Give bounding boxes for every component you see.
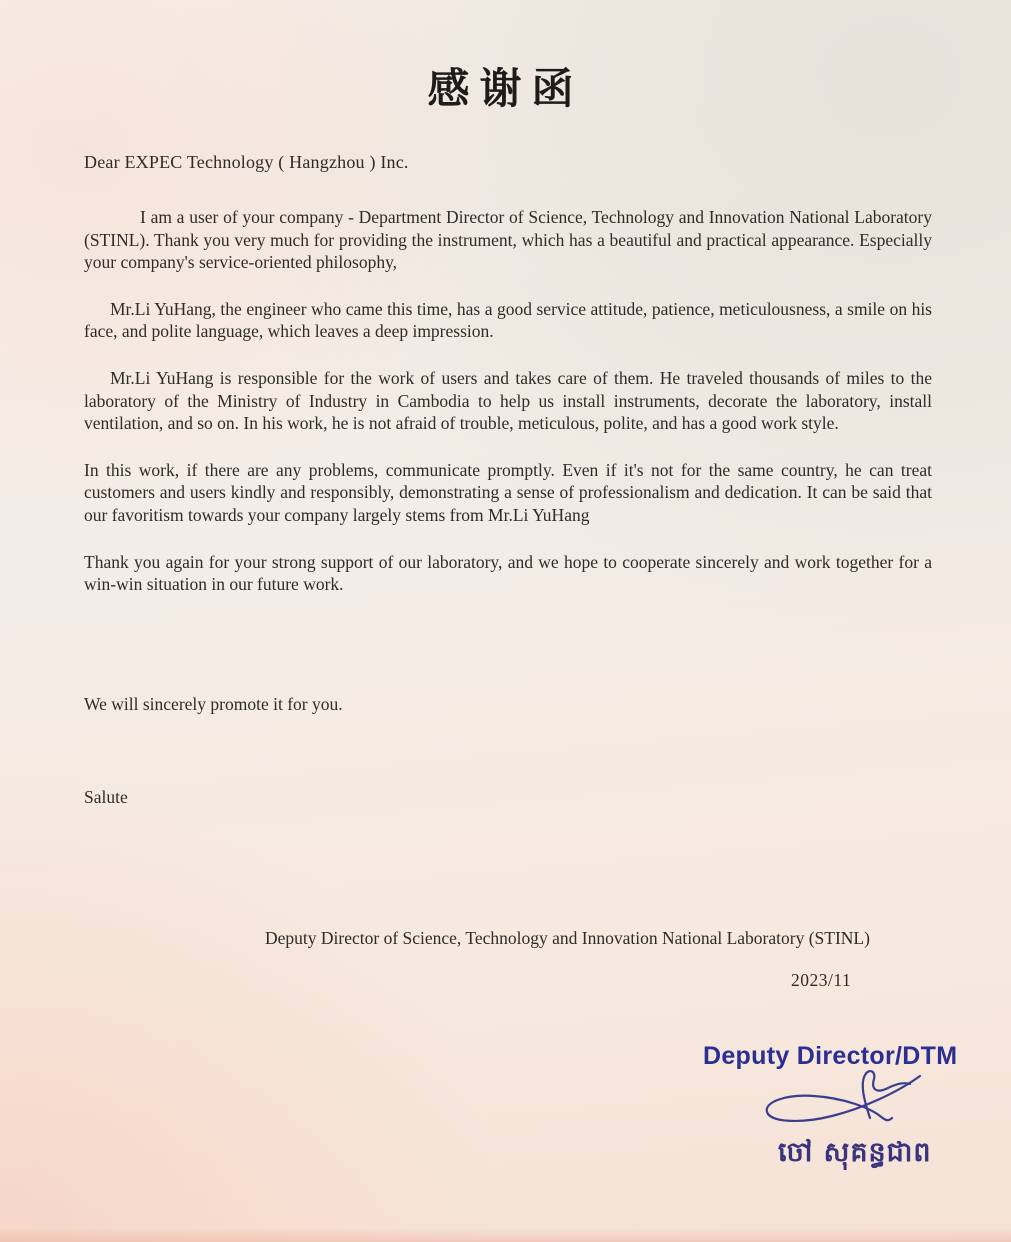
signature-org-line: Deputy Director of Science, Technology and Innovation National Laboratory (STINL) xyxy=(265,928,870,948)
handwritten-signature-icon xyxy=(752,1066,932,1136)
signer-name-khmer: ចៅ សុគន្ធជាព xyxy=(778,1137,932,1168)
paragraph-5: Thank you again for your strong support of our laboratory, and we hope to cooperate sincerely and work together for a win-win situation in our future work. xyxy=(84,551,932,595)
paragraph-2: Mr.Li YuHang, the engineer who came this time, has a good service attitude, patience, meticulousness, a smile on his face, and polite language, which leaves a deep impression. xyxy=(84,298,932,342)
paragraph-3: Mr.Li YuHang is responsible for the work of users and takes care of them. He traveled thousands of miles to the laboratory of the Ministry of Industry in Cambodia to help us install instruments, decorate the laboratory, install ventilation, and so on. In his work, he is not afraid of trouble, meticulous, polite, and has a good work style. xyxy=(84,367,932,434)
letter-body xyxy=(84,206,932,620)
paragraph-1: I am a user of your company - Department Director of Science, Technology and Innovation National Laboratory (STINL). Thank you very much for providing the instrument, which has a beautiful and practical appearance. Especially your company's service-oriented philosophy, xyxy=(84,207,932,273)
signature-date: 2023/11 xyxy=(791,970,852,990)
promotion-line: We will sincerely promote it for you. xyxy=(84,694,343,714)
letter-title: 感谢函 xyxy=(427,64,584,113)
paragraph-4: In this work, if there are any problems, communicate promptly. Even if it's not for the same country, he can treat customers and users kindly and responsibly, demonstrating a sense of professionalism and dedication. It can be said that our favoritism towards your company largely stems from Mr.Li YuHang xyxy=(84,459,932,525)
salutation-line: Dear EXPEC Technology ( Hangzhou ) Inc. xyxy=(84,152,409,172)
signature-title-line: Deputy Director/DTM xyxy=(703,1042,958,1070)
closing-salute: Salute xyxy=(84,787,128,807)
